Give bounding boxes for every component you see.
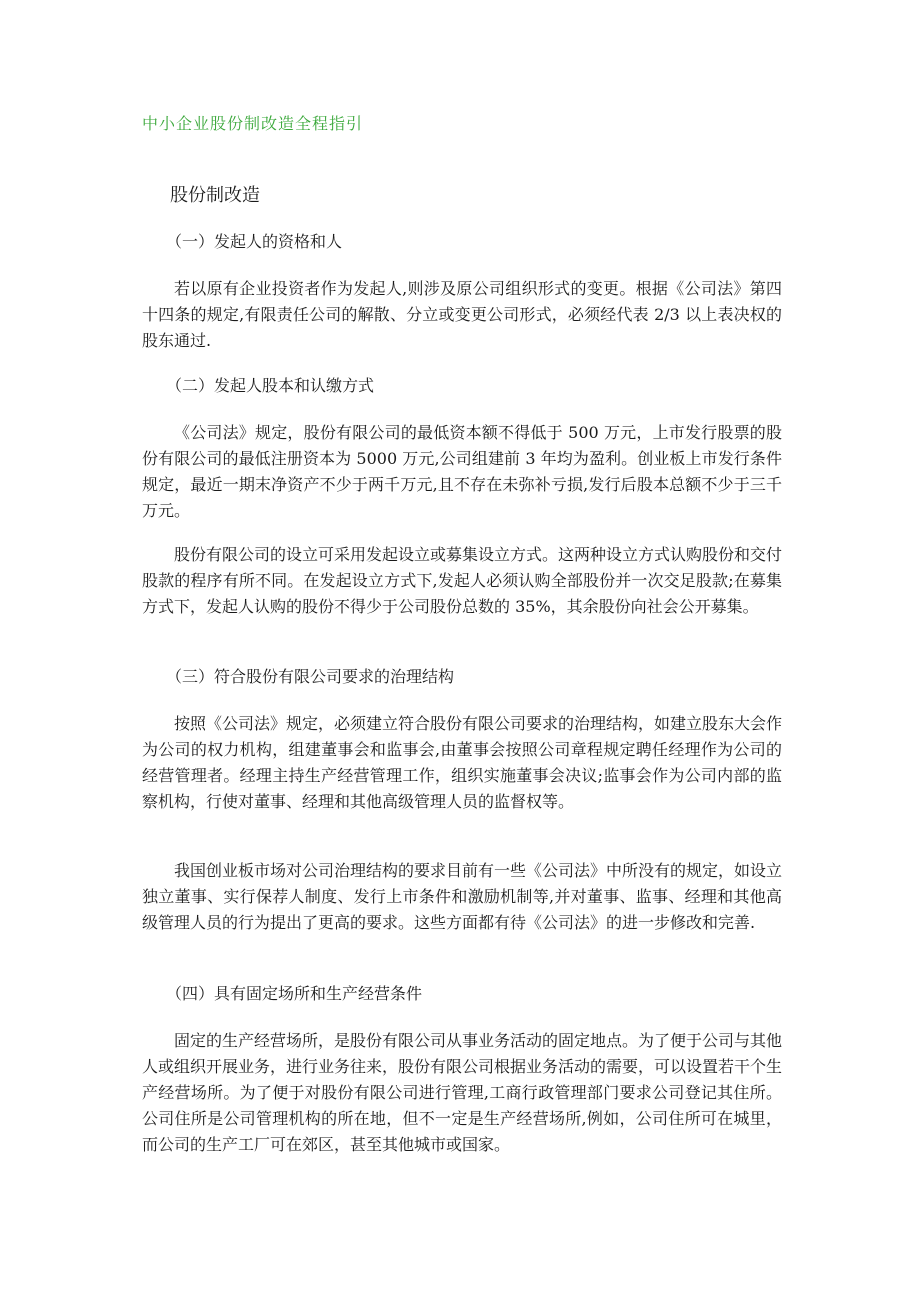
document-title: 中小企业股份制改造全程指引 xyxy=(142,114,364,133)
paragraph-2: 《公司法》规定，股份有限公司的最低资本额不得低于 500 万元，上市发行股票的股份有限公司的最低注册资本为 5000 万元,公司组建前 3 年均为盈利。创业板上市发行条件规定，最近一期末净资产不少于两千万元,且不存在未弥补亏损,发行后股本总额不少于三千万元。 xyxy=(142,423,782,520)
paragraph-4: 按照《公司法》规定，必须建立符合股份有限公司要求的治理结构，如建立股东大会作为公司的权力机构，组建董事会和监事会,由董事会按照公司章程规定聘任经理作为公司的经营管理者。经理主持生产经营管理工作，组织实施董事会决议;监事会作为公司内部的监察机构，行使对董事、经理和其他高级管理人员的监督权等。 xyxy=(142,714,783,811)
heading-4: （四）具有固定场所和生产经营条件 xyxy=(166,984,423,1003)
paragraph-6: 固定的生产经营场所，是股份有限公司从事业务活动的固定地点。为了便于公司与其他人或组织开展业务，进行业务往来，股份有限公司根据业务活动的需要，可以设置若干个生产经营场所。为了便于对股份有限公司进行管理,工商行政管理部门要求公司登记其住所。公司住所是公司管理机构的所在地，但不一定是生产经营场所,例如，公司住所可在城里，而公司的生产工厂可在郊区，甚至其他城市或国家。 xyxy=(142,1031,783,1154)
paragraph-1: 若以原有企业投资者作为发起人,则涉及原公司组织形式的变更。根据《公司法》第四十四条的规定,有限责任公司的解散、分立或变更公司形式，必须经代表 2/3 以上表决权的股东通过. xyxy=(142,279,782,350)
paragraph-3: 股份有限公司的设立可采用发起设立或募集设立方式。这两种设立方式认购股份和交付股款的程序有所不同。在发起设立方式下,发起人必须认购全部股份并一次交足股款;在募集方式下，发起人认购的股份不得少于公司股份总数的 35%，其余股份向社会公开募集。 xyxy=(142,545,783,616)
paragraph-5: 我国创业板市场对公司治理结构的要求目前有一些《公司法》中所没有的规定，如设立独立董事、实行保荐人制度、发行上市条件和激励机制等,并对董事、监事、经理和其他高级管理人员的行为提出了更高的要求。这些方面都有待《公司法》的进一步修改和完善. xyxy=(142,861,783,932)
heading-2: （二）发起人股本和认缴方式 xyxy=(166,376,375,395)
heading-1: （一）发起人的资格和人 xyxy=(166,232,343,251)
heading-3: （三）符合股份有限公司要求的治理结构 xyxy=(166,667,455,686)
section-title: 股份制改造 xyxy=(170,185,260,206)
